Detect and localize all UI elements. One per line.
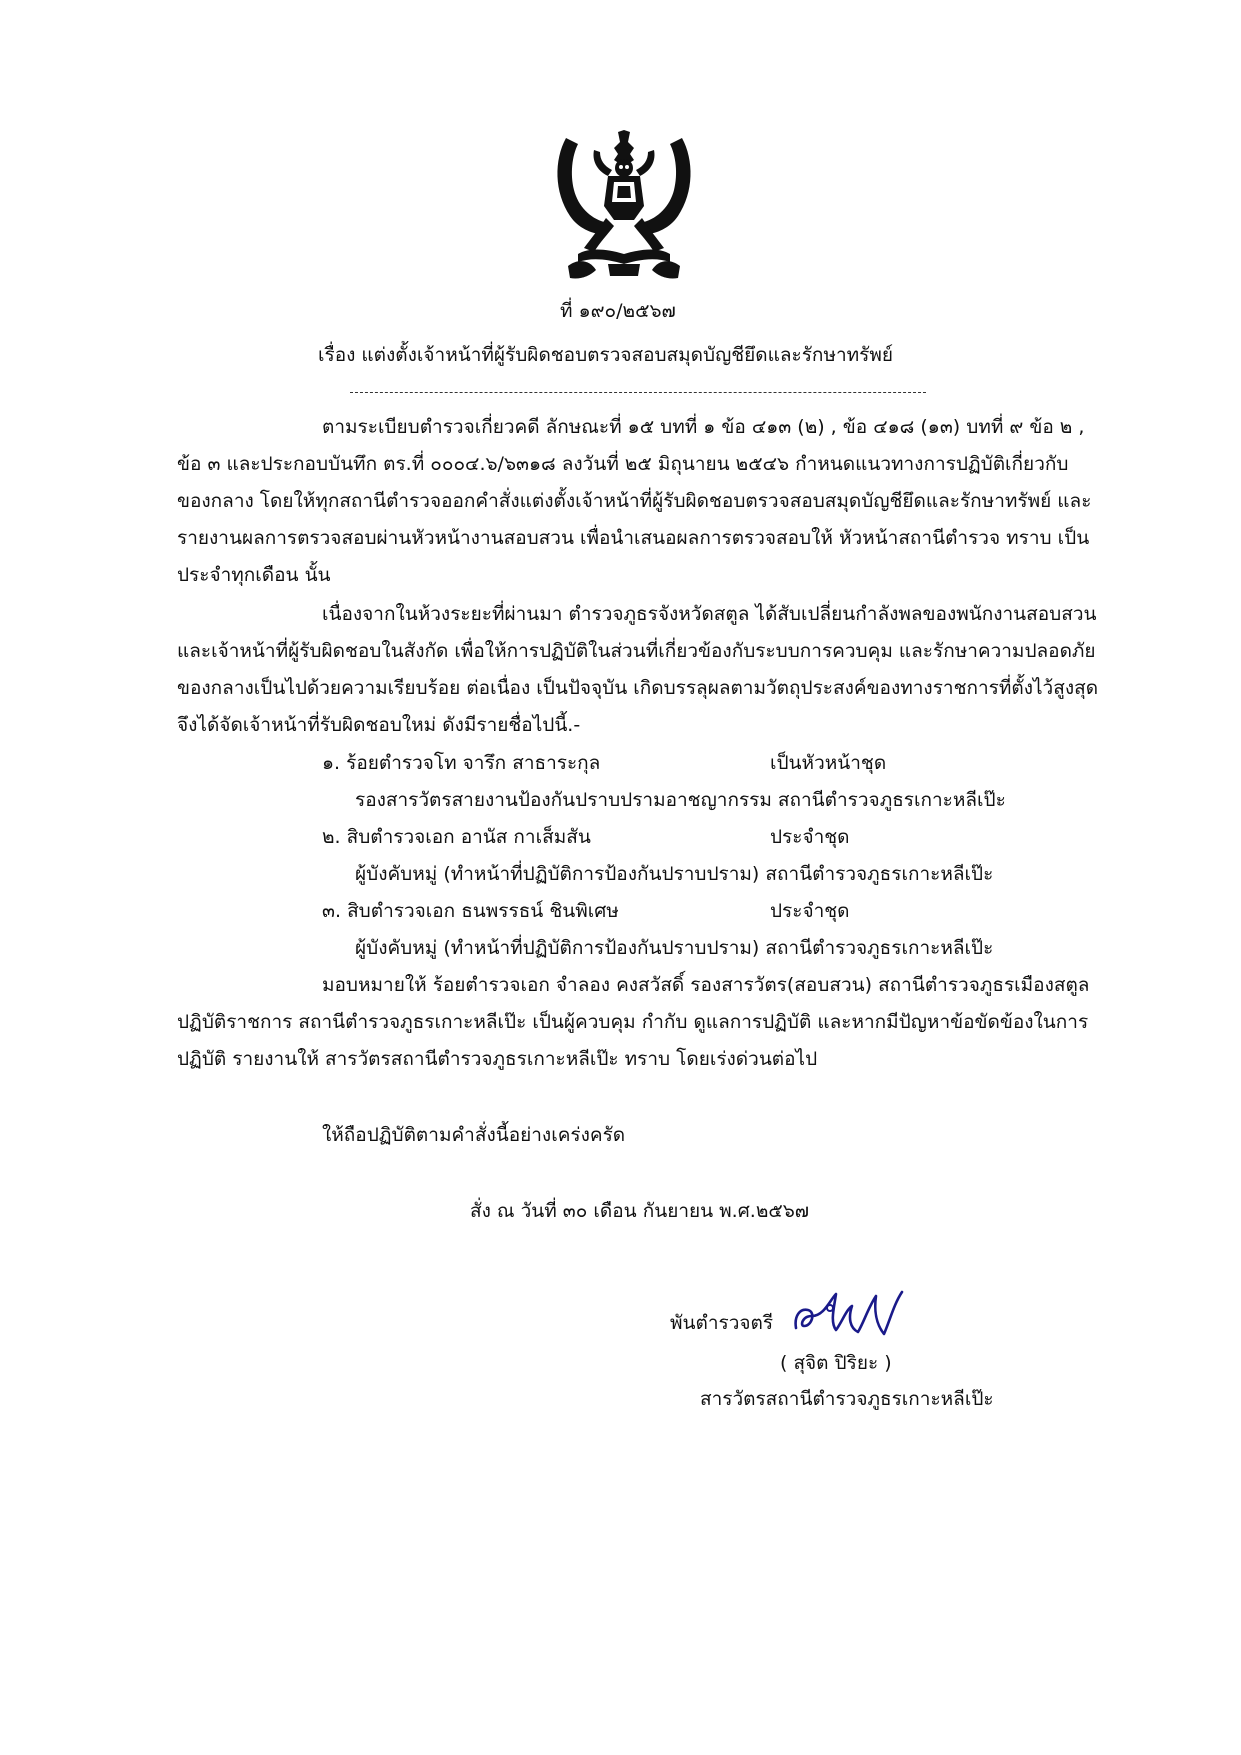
subject-divider [350, 392, 926, 393]
member-name: ๓. สิบตำรวจเอก ธนพรรธน์ ชินพิเศษ [322, 900, 619, 922]
member-role: เป็นหัวหน้าชุด [770, 752, 887, 774]
para2-line: เนื่องจากในห้วงระยะที่ผ่านมา ตำรวจภูธรจังหวัดสตูล ได้สับเปลี่ยนกำลังพลของพนักงานสอบสวน [322, 603, 1097, 625]
signer-rank: พันตำรวจตรี [670, 1312, 774, 1334]
member-role: ประจำชุด [770, 826, 850, 848]
member-position: ผู้บังคับหมู่ (ทำหน้าที่ปฏิบัติการป้องกันปราบปราม) สถานีตำรวจภูธรเกาะหลีเป๊ะ [355, 863, 994, 885]
document-number: ที่ ๑๙๐/๒๕๖๗ [560, 300, 676, 322]
para3-line: ปฏิบัติ รายงานให้ สารวัตรสถานีตำรวจภูธรเกาะหลีเป๊ะ ทราบ โดยเร่งด่วนต่อไป [177, 1048, 818, 1070]
member-name: ๑. ร้อยตำรวจโท จารึก สาธาระกุล [322, 752, 601, 774]
para3-line: ปฏิบัติราชการ สถานีตำรวจภูธรเกาะหลีเป๊ะ เป็นผู้ควบคุม กำกับ ดูแลการปฏิบัติ และหากมีปัญหาข้อขัดข้องในการ [177, 1011, 1089, 1033]
member-name: ๒. สิบตำรวจเอก อานัส กาเส็มสัน [322, 826, 591, 848]
signer-name: ( สุจิต ปิริยะ ) [780, 1352, 892, 1374]
order-date: สั่ง ณ วันที่ ๓๐ เดือน กันยายน พ.ศ.๒๕๖๗ [470, 1200, 810, 1222]
para2-line: ของกลางเป็นไปด้วยความเรียบร้อย ต่อเนื่อง เป็นปัจจุบัน เกิดบรรลุผลตามวัตถุประสงค์ของทางราชการที่ตั้งไว้สูงสุด [177, 677, 1099, 699]
para1-line: ของกลาง โดยให้ทุกสถานีตำรวจออกคำสั่งแต่งตั้งเจ้าหน้าที่ผู้รับผิดชอบตรวจสอบสมุดบัญชียึดและรักษาทรัพย์ และ [177, 490, 1092, 512]
member-position: รองสารวัตรสายงานป้องกันปราบปรามอาชญากรรม สถานีตำรวจภูธรเกาะหลีเป๊ะ [355, 789, 1006, 811]
para2-line: จึงได้จัดเจ้าหน้าที่รับผิดชอบใหม่ ดังมีรายชื่อไปนี้.- [177, 714, 581, 736]
para1-line: รายงานผลการตรวจสอบผ่านหัวหน้างานสอบสวน เพื่อนำเสนอผลการตรวจสอบให้ หัวหน้าสถานีตำรวจ ทราบ เป็น [177, 527, 1090, 549]
para1-line: ข้อ ๓ และประกอบบันทึก ตร.ที่ ๐๐๐๔.๖/๖๓๑๘ ลงวันที่ ๒๕ มิถุนายน ๒๕๔๖ กำหนดแนวทางการปฏิบัติเกี่ยวกับ [177, 453, 1069, 475]
para1-line: ประจำทุกเดือน นั้น [177, 564, 331, 586]
para1-line: ตามระเบียบตำรวจเกี่ยวคดี ลักษณะที่ ๑๕ บทที่ ๑ ข้อ ๔๑๓ (๒) , ข้อ ๔๑๘ (๑๓) บทที่ ๙ ข้อ ๒ , [322, 416, 1085, 438]
para3-line: มอบหมายให้ ร้อยตำรวจเอก จำลอง คงสวัสดิ์ รองสารวัตร(สอบสวน) สถานีตำรวจภูธรเมืองสตูล [322, 974, 1090, 996]
para2-line: และเจ้าหน้าที่ผู้รับผิดชอบในสังกัด เพื่อให้การปฏิบัติในส่วนที่เกี่ยวข้องกับระบบการควบคุม และรักษาความปลอดภัย [177, 640, 1096, 662]
garuda-emblem-icon [548, 130, 700, 284]
member-role: ประจำชุด [770, 900, 850, 922]
handwritten-signature-icon [790, 1286, 920, 1342]
document-subject: เรื่อง แต่งตั้งเจ้าหน้าที่ผู้รับผิดชอบตรวจสอบสมุดบัญชียึดและรักษาทรัพย์ [318, 344, 894, 366]
signer-title: สารวัตรสถานีตำรวจภูธรเกาะหลีเป๊ะ [700, 1388, 994, 1410]
member-position: ผู้บังคับหมู่ (ทำหน้าที่ปฏิบัติการป้องกันปราบปราม) สถานีตำรวจภูธรเกาะหลีเป๊ะ [355, 937, 994, 959]
closing-statement: ให้ถือปฏิบัติตามคำสั่งนี้อย่างเคร่งครัด [322, 1124, 626, 1146]
